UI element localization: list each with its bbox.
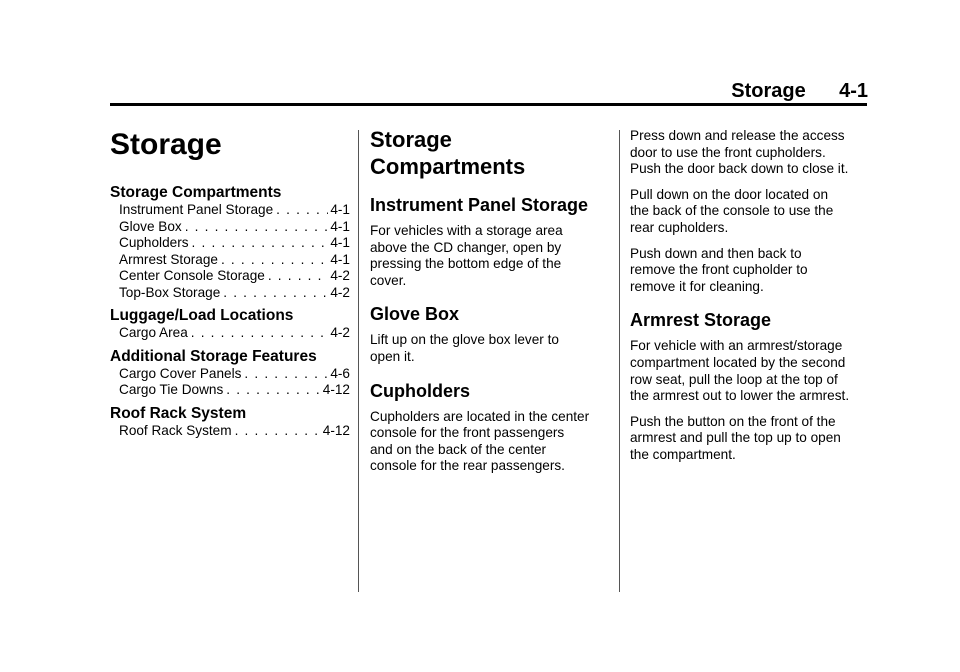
chapter-title: Storage: [110, 128, 222, 161]
toc-list: [110, 325, 350, 342]
toc-list: [110, 202, 350, 301]
toc-list: [110, 366, 350, 399]
armrest-paragraph-2: Push the button on the front of the armrest and pull the top up to open the compartment.: [630, 413, 841, 462]
cupholders-heading: Cupholders: [370, 380, 471, 401]
toc-section: [110, 405, 350, 440]
running-header: [731, 80, 868, 103]
toc-section: [110, 348, 350, 399]
toc-entry[interactable]: Armrest Storage . . . 4-1: [119, 252, 350, 269]
toc-heading: Storage Compartments: [110, 184, 282, 201]
toc-entry[interactable]: Top-Box Storage . . . 4-2: [119, 285, 350, 302]
glove-box-heading: Glove Box: [370, 304, 460, 325]
toc-entry[interactable]: Glove Box . . . 4-1: [119, 219, 350, 236]
toc-column: [110, 126, 350, 439]
armrest-paragraph-1: For vehicle with an armrest/storage compartment located by the second row seat, pull the loop at the top of the armrest out to lower the armrest.: [630, 338, 850, 404]
instrument-panel-paragraph: For vehicles with a storage area above the CD changer, open by pressing the bottom edge of the cover.: [370, 223, 563, 288]
section-title: Storage Compartments: [370, 127, 526, 179]
toc-heading: Luggage/Load Locations: [110, 307, 294, 324]
toc-section: [110, 184, 350, 301]
armrest-storage-heading: Armrest Storage: [630, 310, 772, 331]
header-page-number: 4-1: [839, 80, 868, 102]
toc-section: [110, 307, 350, 342]
toc-heading: Roof Rack System: [110, 404, 247, 422]
glove-box-paragraph: Lift up on the glove box lever to open it.: [370, 332, 559, 364]
toc-entry[interactable]: Cargo Tie Downs . . . 4-12: [119, 382, 350, 399]
content-column-3: [630, 126, 870, 464]
cupholders-paragraph: Cupholders are located in the center console for the front passengers and on the back of the center console for the rear passengers.: [370, 408, 590, 474]
toc-entry[interactable]: Cupholders . . . 4-1: [119, 235, 350, 252]
toc-entry[interactable]: Center Console Storage . . . 4-2: [119, 268, 350, 285]
front-cupholder-paragraph: Press down and release the access door to use the front cupholders. Push the door back down to close it.: [630, 128, 849, 177]
instrument-panel-heading: Instrument Panel Storage: [370, 195, 589, 215]
toc-entry[interactable]: Roof Rack System . . . 4-12: [119, 423, 350, 440]
toc-heading: Additional Storage Features: [110, 347, 317, 365]
rear-cupholder-paragraph: Pull down on the door located on the back of the console to use the rear cupholders.: [630, 186, 834, 235]
header-title: Storage: [731, 80, 806, 102]
header-rule: [110, 103, 867, 106]
column-divider: [619, 130, 620, 592]
content-column-2: [370, 126, 608, 475]
toc-entry[interactable]: Cargo Cover Panels . . . 4-6: [119, 366, 350, 383]
toc-list: [110, 423, 350, 440]
cupholder-removal-paragraph: Push down and then back to remove the front cupholder to remove it for cleaning.: [630, 245, 808, 294]
toc-entry[interactable]: Cargo Area . . . 4-2: [119, 325, 350, 342]
column-divider: [358, 130, 359, 592]
toc-entry[interactable]: Instrument Panel Storage . . . 4-1: [119, 202, 350, 219]
